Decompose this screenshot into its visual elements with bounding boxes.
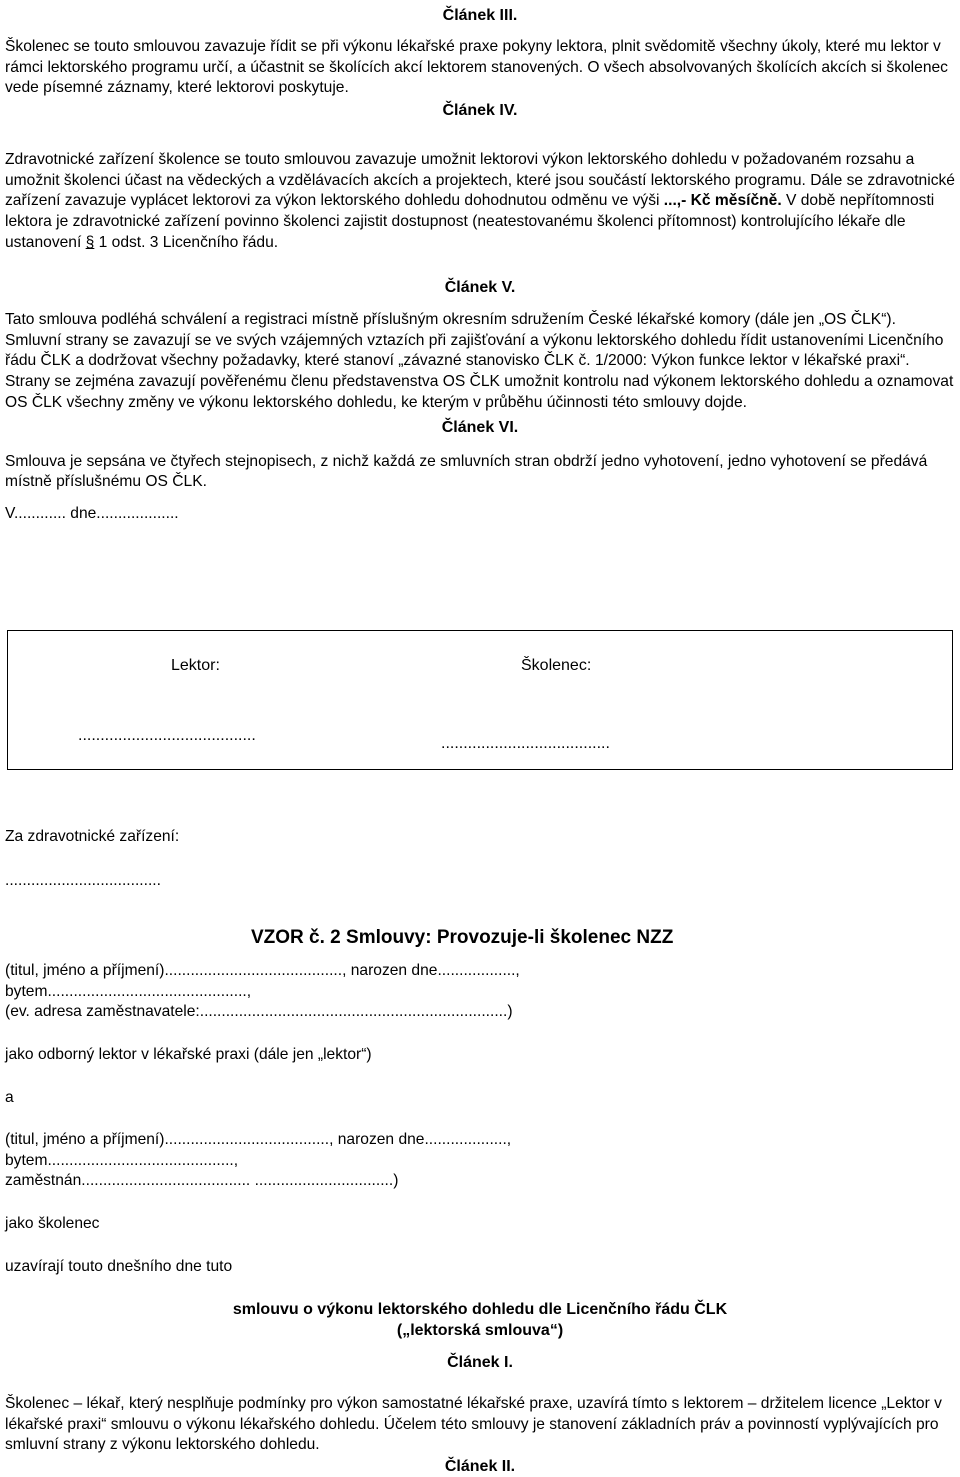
facility-label: Za zdravotnické zařízení: [5,828,180,845]
article-5-heading: Článek V. [444,279,516,296]
section-sign: § [85,233,95,251]
article-4-text-b: V době nepřítomnosti lektora je zdravotnické zařízení povinno školenci zajistit dostupnost (neatestovanému školenci přítomnost) kontrolujícího lékaře dle ustanovení [5,192,935,251]
contract-title-block [5,1299,955,1373]
article-6-heading: Článek VI. [441,418,519,436]
party-1-address: bytem.............................................., [5,982,252,1000]
article-4 [5,150,955,254]
article-1-text: Školenec – lékař, který nesplňuje podmínky pro výkon samostatné lékařské praxe, uzavírá tímto s lektorem – držitelem licence „Lektor v lékařské praxi“ smlouvu o výkonu lékařského dohledu. Účelem této smlouvy je stanovení základních práv a povinností vyplývajících pro smluvní strany z výkonu lektorského dohledu. [5,1395,942,1454]
lektor-signature-line: ........................................ [78,727,256,744]
skolenec-label: Školenec: [521,657,592,674]
party-1-name: (titul, jméno a příjmení)........................................., narozen dne.................., [5,962,520,979]
place-date-line: V............ dne................... [5,504,179,522]
signature-table [7,630,953,770]
party-2-role: jako školenec [5,1215,100,1232]
article-5-text: Tato smlouva podléhá schválení a registraci místně příslušným okresním sdružením České lékařské komory (dále jen „OS ČLK“). Smluvní strany se zavazují se ve svých vzájemných vztazích při zajišťování a výkonu lektorského dohledu řídit ustanoveními Licenčního řádu ČLK a dodržovat všechny požadavky, které stanoví „závazné stanovisko ČLK č. 1/2000: Výkon funkce lektor v lékařské praxi“. Strany se zejména zavazují pověřenému členu představenstva OS ČLK umožnit kontrolu nad výkonem lektorského dohledu a oznamovat OS ČLK všechny změny ve výkonu lektorského dohledu, ke kterým v průběhu účinnosti této smlouvy dojde. [5,311,954,411]
skolenec-signature-line: ...................................... [441,735,610,752]
article-4-text [5,150,955,254]
template-2-title: VZOR č. 2 Smlouvy: Provozuje-li školenec NZZ [251,927,674,948]
article-5 [5,277,955,525]
article-4-text-c: 1 odst. 3 Licenčního řádu. [94,233,279,251]
party-2-employment: zaměstnán....................................... ................................) [5,1172,399,1190]
party-1-role: jako odborný lektor v lékařské praxi (dále jen „lektor“) [5,1046,372,1063]
article-6-text: Smlouva je sepsána ve čtyřech stejnopisech, z nichž každá ze smluvních stran obdrží jedno vyhotovení, jedno vyhotovení se předává místně příslušnému OS ČLK. [5,452,928,491]
article-3-text: Školenec se touto smlouvou zavazuje řídit se při výkonu lékařské praxe pokyny lektora, plnit svědomitě všechny úkoly, které mu lektor v rámci lektorského programu určí, a účastnit se školících akcí lektorem stanovených. O všech absolvovaných školících akcích si školenec vede písemné záznamy, které lektorovi poskytuje. [5,38,948,97]
article-2-heading: Článek II. [444,1458,516,1476]
article-1 [5,1394,955,1477]
contract-short-title: („lektorská smlouva“) [396,1322,564,1339]
conclude-text: uzavírají touto dnešního dne tuto [5,1258,233,1275]
party-2-address: bytem..........................................., [5,1151,239,1169]
article-4-amount: ...,- Kč měsíčně. [663,192,782,210]
article-3 [5,5,955,121]
lektor-label: Lektor: [171,657,220,674]
article-3-heading: Článek III. [442,7,518,24]
party-2 [5,1130,955,1192]
party-1-employer: (ev. adresa zaměstnavatele:.......................................................................) [5,1003,513,1021]
article-4-text-a: Zdravotnické zařízení školence se touto smlouvou zavazuje umožnit lektorovi výkon lektorského dohledu v požadovaném rozsahu a umožnit školenci účast na vědeckých a vzdělávacích akcích a projektech, které jsou součástí lektorského programu. Dále se zdravotnické zařízení zavazuje vyplácet lektorovi za výkon lektorského dohledu dohodnutou odměnu ve výši [5,151,955,210]
and-text: a [5,1089,14,1106]
party-1 [5,961,955,1023]
article-1-heading: Článek I. [447,1354,513,1371]
article-4-heading: Článek IV. [442,102,518,120]
facility-signature-line: .................................... [5,872,161,889]
contract-title: smlouvu o výkonu lektorského dohledu dle Licenčního řádu ČLK [232,1301,728,1318]
party-2-name: (titul, jméno a příjmení)......................................, narozen dne..................., [5,1131,512,1148]
